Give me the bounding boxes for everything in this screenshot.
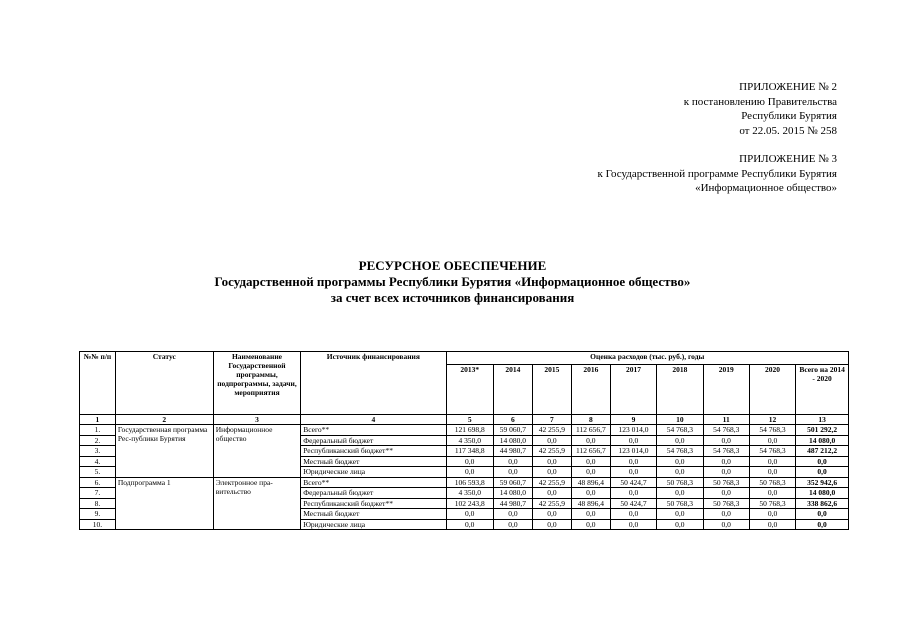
row-program-name: Электронное пра-вительство	[213, 477, 300, 530]
row-year-value: 44 980,7	[493, 498, 532, 509]
row-year-value: 0,0	[657, 467, 703, 478]
row-year-value: 48 896,4	[571, 477, 610, 488]
column-number: 9	[610, 415, 656, 425]
attachment-3-block	[597, 152, 837, 196]
row-total: 487 212,2	[796, 446, 849, 457]
attachment-3-line: «Информационное общество»	[695, 182, 837, 194]
row-year-value: 0,0	[571, 509, 610, 520]
row-index: 1.	[80, 425, 116, 436]
row-status: Государственная программа Рес-публики Бурятия	[115, 425, 213, 478]
header-year: 2014	[493, 365, 532, 415]
row-year-value: 0,0	[446, 467, 493, 478]
column-number: 1	[80, 415, 116, 425]
row-funding-source: Федеральный бюджет	[301, 435, 446, 446]
row-index: 10.	[80, 519, 116, 530]
row-year-value: 0,0	[493, 519, 532, 530]
row-year-value: 0,0	[532, 467, 571, 478]
row-year-value: 0,0	[610, 467, 656, 478]
row-year-value: 14 080,0	[493, 435, 532, 446]
row-year-value: 0,0	[703, 435, 749, 446]
row-funding-source: Республиканский бюджет**	[301, 498, 446, 509]
header-source: Источник финансирования	[301, 352, 446, 415]
row-year-value: 0,0	[571, 519, 610, 530]
row-year-value: 4 350,0	[446, 435, 493, 446]
row-total: 0,0	[796, 467, 849, 478]
row-year-value: 117 348,8	[446, 446, 493, 457]
row-year-value: 54 768,3	[657, 446, 703, 457]
row-year-value: 0,0	[446, 519, 493, 530]
attachment-3-line: к Государственной программе Республики Бурятия	[597, 167, 837, 180]
header-name: Наименование Государственной программы, подпрограммы, задачи, мероприятия	[213, 352, 300, 415]
row-year-value: 50 424,7	[610, 498, 656, 509]
row-year-value: 0,0	[446, 509, 493, 520]
row-year-value: 0,0	[571, 488, 610, 499]
row-year-value: 0,0	[657, 519, 703, 530]
row-year-value: 0,0	[749, 488, 795, 499]
row-year-value: 0,0	[703, 519, 749, 530]
row-year-value: 50 768,3	[749, 498, 795, 509]
row-year-value: 54 768,3	[749, 425, 795, 436]
row-funding-source: Местный бюджет	[301, 456, 446, 467]
row-year-value: 0,0	[532, 435, 571, 446]
row-year-value: 0,0	[610, 456, 656, 467]
row-year-value: 50 768,3	[657, 477, 703, 488]
row-year-value: 0,0	[657, 509, 703, 520]
row-year-value: 0,0	[703, 467, 749, 478]
row-year-value: 42 255,9	[532, 477, 571, 488]
row-year-value: 0,0	[571, 467, 610, 478]
row-total: 14 080,0	[796, 488, 849, 499]
row-year-value: 0,0	[657, 488, 703, 499]
resource-table	[79, 351, 849, 530]
row-total: 14 080,0	[796, 435, 849, 446]
column-number: 8	[571, 415, 610, 425]
title-line-3: за счет всех источников финансирования	[330, 290, 575, 305]
column-number: 4	[301, 415, 446, 425]
attachment-3-heading: ПРИЛОЖЕНИЕ № 3	[739, 153, 837, 165]
row-year-value: 0,0	[571, 435, 610, 446]
row-year-value: 0,0	[571, 456, 610, 467]
row-status: Подпрограмма 1	[115, 477, 213, 530]
header-year: 2019	[703, 365, 749, 415]
row-year-value: 14 080,0	[493, 488, 532, 499]
row-funding-source: Всего**	[301, 477, 446, 488]
row-funding-source: Всего**	[301, 425, 446, 436]
row-year-value: 0,0	[532, 488, 571, 499]
row-year-value: 0,0	[446, 456, 493, 467]
column-number: 10	[657, 415, 703, 425]
row-year-value: 4 350,0	[446, 488, 493, 499]
row-funding-source: Юридические лица	[301, 519, 446, 530]
column-number: 2	[115, 415, 213, 425]
row-year-value: 0,0	[493, 456, 532, 467]
row-year-value: 0,0	[703, 456, 749, 467]
row-year-value: 50 768,3	[749, 477, 795, 488]
column-number: 5	[446, 415, 493, 425]
row-year-value: 0,0	[749, 435, 795, 446]
attachment-2-line: Республики Бурятия	[741, 110, 837, 122]
row-funding-source: Федеральный бюджет	[301, 488, 446, 499]
row-year-value: 0,0	[532, 456, 571, 467]
row-index: 6.	[80, 477, 116, 488]
header-year: 2013*	[446, 365, 493, 415]
row-year-value: 50 424,7	[610, 477, 656, 488]
row-year-value: 42 255,9	[532, 425, 571, 436]
row-year-value: 112 656,7	[571, 446, 610, 457]
row-year-value: 0,0	[657, 435, 703, 446]
row-year-value: 59 060,7	[493, 477, 532, 488]
column-number-row	[80, 415, 849, 425]
row-index: 7.	[80, 488, 116, 499]
header-index: №№ п/п	[80, 352, 116, 415]
row-funding-source: Юридические лица	[301, 467, 446, 478]
attachment-2-block	[684, 80, 837, 138]
row-year-value: 59 060,7	[493, 425, 532, 436]
row-year-value: 0,0	[493, 467, 532, 478]
header-year: 2016	[571, 365, 610, 415]
row-index: 9.	[80, 509, 116, 520]
row-year-value: 44 980,7	[493, 446, 532, 457]
column-number: 6	[493, 415, 532, 425]
header-total: Всего на 2014 - 2020	[796, 365, 849, 415]
row-index: 4.	[80, 456, 116, 467]
row-year-value: 0,0	[657, 456, 703, 467]
row-program-name: Информационное общество	[213, 425, 300, 478]
table-row	[80, 425, 849, 436]
row-year-value: 0,0	[610, 488, 656, 499]
document-title	[0, 258, 905, 306]
row-funding-source: Местный бюджет	[301, 509, 446, 520]
column-number: 12	[749, 415, 795, 425]
row-index: 3.	[80, 446, 116, 457]
header-status: Статус	[115, 352, 213, 415]
header-year: 2017	[610, 365, 656, 415]
row-year-value: 0,0	[493, 509, 532, 520]
row-year-value: 0,0	[749, 467, 795, 478]
row-year-value: 54 768,3	[703, 446, 749, 457]
row-index: 5.	[80, 467, 116, 478]
row-year-value: 123 014,0	[610, 425, 656, 436]
row-total: 352 942,6	[796, 477, 849, 488]
row-year-value: 0,0	[703, 488, 749, 499]
row-total: 501 292,2	[796, 425, 849, 436]
row-year-value: 42 255,9	[532, 498, 571, 509]
header-estimate: Оценка расходов (тыс. руб.), годы	[446, 352, 848, 365]
row-year-value: 48 896,4	[571, 498, 610, 509]
row-year-value: 0,0	[532, 509, 571, 520]
header-year: 2018	[657, 365, 703, 415]
attachment-2-date: от 22.05. 2015 № 258	[739, 124, 837, 137]
row-year-value: 121 698,8	[446, 425, 493, 436]
row-year-value: 106 593,8	[446, 477, 493, 488]
row-total: 338 862,6	[796, 498, 849, 509]
row-year-value: 0,0	[610, 509, 656, 520]
row-index: 8.	[80, 498, 116, 509]
row-year-value: 0,0	[610, 435, 656, 446]
column-number: 13	[796, 415, 849, 425]
row-year-value: 0,0	[532, 519, 571, 530]
row-total: 0,0	[796, 456, 849, 467]
row-year-value: 0,0	[749, 456, 795, 467]
header-year: 2015	[532, 365, 571, 415]
title-line-1: РЕСУРСНОЕ ОБЕСПЕЧЕНИЕ	[358, 258, 547, 273]
row-year-value: 50 768,3	[657, 498, 703, 509]
row-year-value: 54 768,3	[703, 425, 749, 436]
row-year-value: 54 768,3	[657, 425, 703, 436]
title-line-2: Государственной программы Республики Бурятия «Информационное общество»	[214, 274, 691, 289]
row-index: 2.	[80, 435, 116, 446]
row-year-value: 0,0	[749, 519, 795, 530]
row-year-value: 50 768,3	[703, 498, 749, 509]
column-number: 7	[532, 415, 571, 425]
attachment-2-heading: ПРИЛОЖЕНИЕ № 2	[739, 81, 837, 93]
row-year-value: 123 014,0	[610, 446, 656, 457]
row-year-value: 0,0	[703, 509, 749, 520]
column-number: 11	[703, 415, 749, 425]
row-year-value: 102 243,8	[446, 498, 493, 509]
row-year-value: 42 255,9	[532, 446, 571, 457]
row-funding-source: Республиканский бюджет**	[301, 446, 446, 457]
row-total: 0,0	[796, 509, 849, 520]
row-year-value: 54 768,3	[749, 446, 795, 457]
row-year-value: 0,0	[749, 509, 795, 520]
row-year-value: 0,0	[610, 519, 656, 530]
row-year-value: 50 768,3	[703, 477, 749, 488]
header-year: 2020	[749, 365, 795, 415]
table-row	[80, 477, 849, 488]
column-number: 3	[213, 415, 300, 425]
row-total: 0,0	[796, 519, 849, 530]
row-year-value: 112 656,7	[571, 425, 610, 436]
attachment-2-line: к постановлению Правительства	[683, 95, 837, 108]
